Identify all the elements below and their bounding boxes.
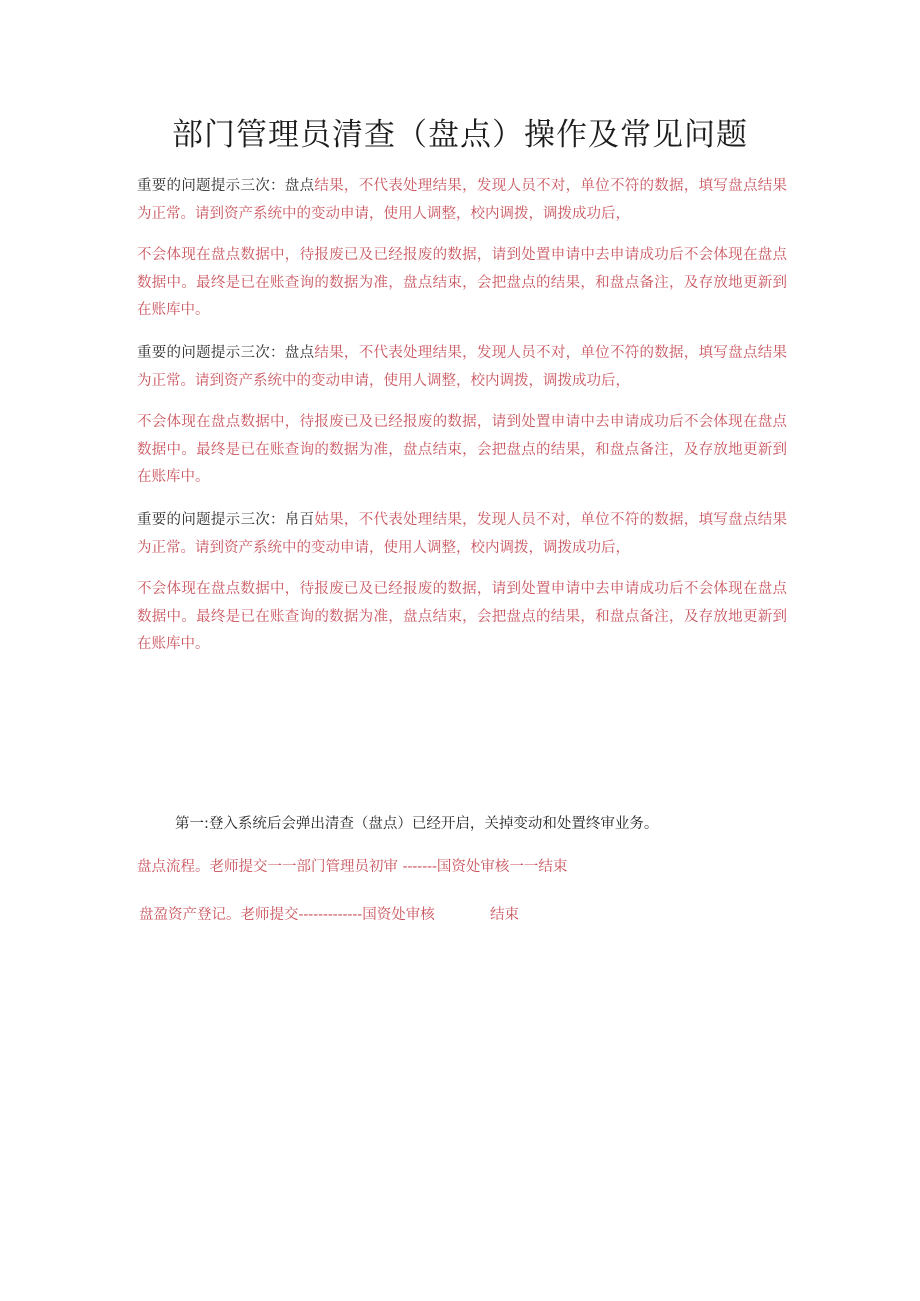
notice-body: 姑果，不代表处理结果，发现人员不对，单位不符的数据，填写盘点结果为正常。请到资产系统中的变动申请，使用人调整，校内调拨，调拨成功后，	[137, 512, 788, 556]
notice-body: 结果，不代表处理结果，发现人员不对，单位不符的数据，填写盘点结果为正常。请到资产系统中的变动申请，使用人调整，校内调拨，调拨成功后，	[137, 345, 788, 389]
notice-lead: 重要的问题提示三次：	[137, 512, 285, 528]
step-one-text: 第一:登入系统后会弹出清查（盘点）已经开启，关掉变动和处置终审业务。	[175, 816, 659, 832]
notice-lead: 重要的问题提示三次：	[137, 345, 285, 361]
document-title: 部门管理员清查（盘点）操作及常见问题	[172, 117, 748, 153]
inventory-flow: 盘点流程。老师提交一一部门管理员初审 -------国资处审核一一结束	[137, 859, 568, 875]
notice-lead-word: 盘点	[284, 345, 315, 361]
surplus-asset-flow: 盘盈资产登记。老师提交-------------国资处审核 结束	[139, 907, 520, 923]
notice-lead-word: 帛百	[284, 512, 315, 528]
notice-lead-word: 盘点	[284, 178, 315, 194]
notice-body: 结果，不代表处理结果，发现人员不对，单位不符的数据，填写盘点结果为正常。请到资产系统中的变动申请，使用人调整，校内调拨，调拨成功后，	[137, 178, 788, 222]
notice-lead: 重要的问题提示三次：	[137, 178, 285, 194]
notice-followup: 不会体现在盘点数据中，待报废已及已经报废的数据，请到处置申请中去申请成功后不会体现在盘点数据中。最终是已在账查询的数据为准，盘点结束，会把盘点的结果，和盘点备注，及存放地更新到在账库中。	[137, 247, 787, 318]
notice-followup: 不会体现在盘点数据中，待报废已及已经报废的数据，请到处置申请中去申请成功后不会体现在盘点数据中。最终是已在账查询的数据为准，盘点结束，会把盘点的结果，和盘点备注，及存放地更新到在账库中。	[137, 581, 787, 652]
notice-paragraph	[137, 507, 787, 562]
notice-paragraph	[137, 173, 787, 228]
notice-followup: 不会体现在盘点数据中，待报废已及已经报废的数据，请到处置申请中去申请成功后不会体现在盘点数据中。最终是已在账查询的数据为准，盘点结束，会把盘点的结果，和盘点备注，及存放地更新到在账库中。	[137, 414, 787, 485]
notice-paragraph	[137, 340, 787, 395]
